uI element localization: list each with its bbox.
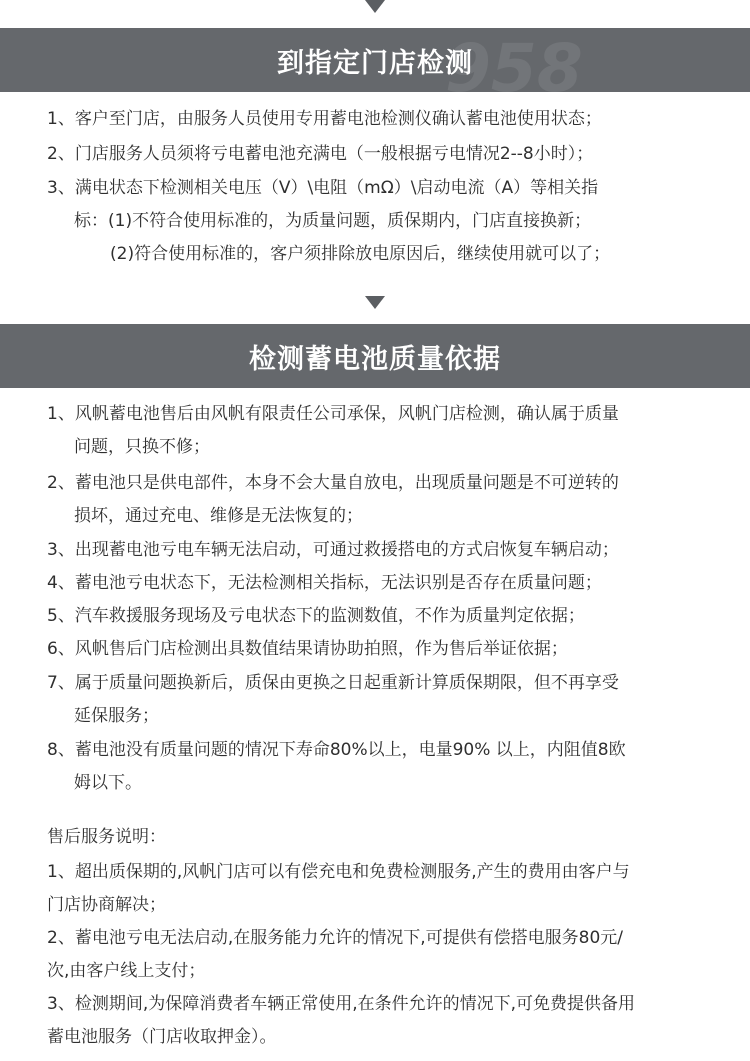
list-item: 7、属于质量问题换新后，质保由更换之日起重新计算质保期限，但不再享受 — [47, 673, 619, 693]
list-item: 损坏，通过充电、维修是无法恢复的； — [74, 506, 363, 526]
list-item: 6、风帆售后门店检测出具数值结果请协助拍照，作为售后举证依据； — [47, 639, 568, 659]
list-item: 8、蓄电池没有质量问题的情况下寿命80%以上，电量90% 以上，内阻值8欧 — [47, 740, 626, 760]
list-item: 姆以下。 — [74, 773, 142, 793]
section-title: 检测蓄电池质量依据 — [249, 343, 501, 375]
list-item: 2、蓄电池只是供电部件，本身不会大量自放电，出现质量问题是不可逆转的 — [47, 473, 619, 493]
list-item: 1、超出质保期的,风帆门店可以有偿充电和免费检测服务,产生的费用由客户与 — [47, 862, 630, 882]
list-item: 3、出现蓄电池亏电车辆无法启动，可通过救援搭电的方式启恢复车辆启动； — [47, 540, 619, 560]
section-title: 到指定门店检测 — [277, 47, 473, 79]
list-item: 标：(1)不符合使用标准的，为质量问题，质保期内，门店直接换新； — [74, 211, 592, 231]
list-item: 蓄电池服务（门店收取押金）。 — [47, 1027, 277, 1047]
down-arrow-icon — [365, 296, 385, 309]
down-arrow-icon — [365, 0, 385, 13]
list-item: 次,由客户线上支付； — [47, 961, 206, 981]
list-item: 1、风帆蓄电池售后由风帆有限责任公司承保，风帆门店检测，确认属于质量 — [47, 404, 619, 424]
list-item: 门店协商解决； — [47, 895, 166, 915]
list-item: (2)符合使用标准的，客户须排除放电原因后，继续使用就可以了； — [110, 244, 611, 264]
list-item: 3、检测期间,为保障消费者车辆正常使用,在条件允许的情况下,可免费提供备用 — [47, 994, 636, 1014]
list-item: 延保服务； — [74, 706, 159, 726]
list-item: 1、客户至门店，由服务人员使用专用蓄电池检测仪确认蓄电池使用状态； — [47, 109, 602, 129]
list-item: 2、蓄电池亏电无法启动,在服务能力允许的情况下,可提供有偿搭电服务80元/ — [47, 928, 623, 948]
list-item: 5、汽车救援服务现场及亏电状态下的监测数值，不作为质量判定依据； — [47, 606, 585, 626]
list-item: 问题，只换不修； — [74, 437, 210, 457]
section-banner-store-inspection — [0, 28, 750, 92]
watermark: 958 — [445, 30, 583, 92]
list-item: 4、蓄电池亏电状态下，无法检测相关指标，无法识别是否存在质量问题； — [47, 573, 602, 593]
section-banner-quality-basis — [0, 324, 750, 388]
list-item: 2、门店服务人员须将亏电蓄电池充满电（一般根据亏电情况2--8小时）； — [47, 144, 594, 164]
list-item: 3、满电状态下检测相关电压（V）\电阻（mΩ）\启动电流（A）等相关指 — [47, 178, 599, 198]
after-sales-heading: 售后服务说明： — [47, 827, 166, 847]
